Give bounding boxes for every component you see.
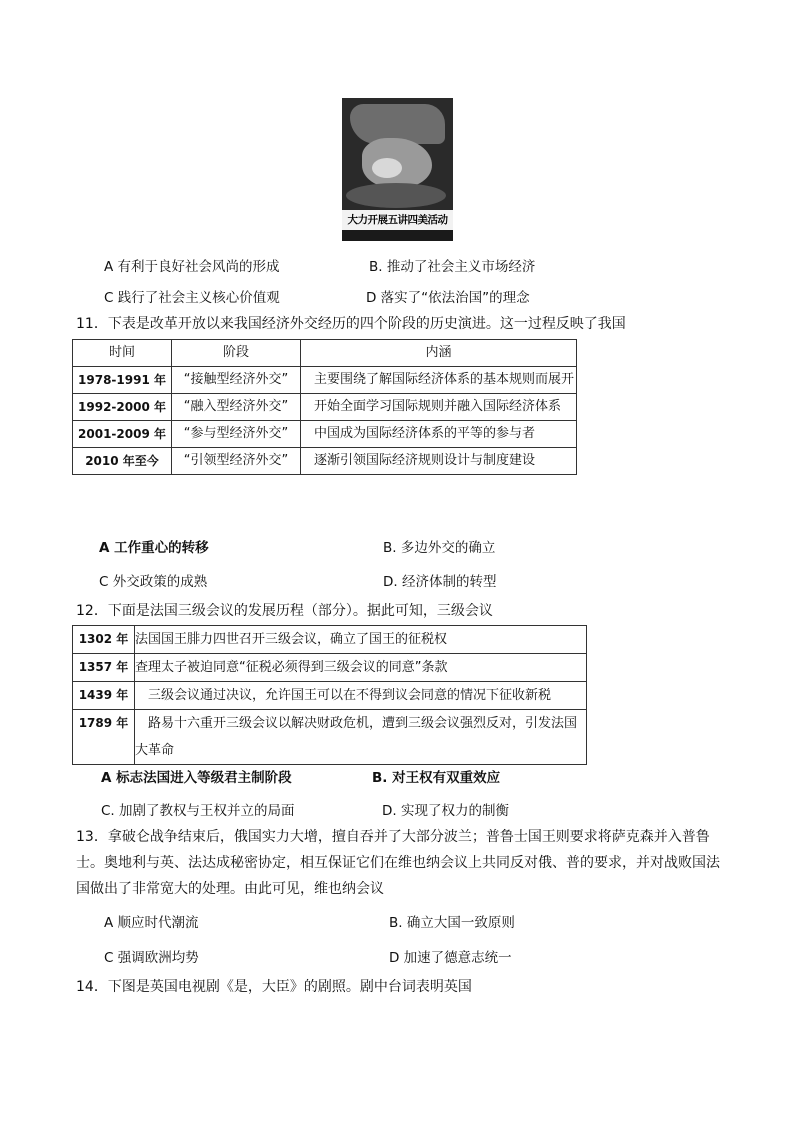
- table-row: [73, 394, 577, 421]
- row-stage: “参与型经济外交”: [172, 421, 301, 448]
- q12-option-d: D. 实现了权力的制衡: [382, 803, 509, 819]
- header-stage: 阶段: [172, 340, 301, 367]
- poster-image: [342, 98, 453, 241]
- q12-table: [72, 625, 587, 765]
- q10-option-c: C 践行了社会主义核心价值观: [104, 290, 280, 306]
- poster-shape: [346, 183, 446, 208]
- row-time: 2001-2009 年: [73, 421, 172, 448]
- row-text: 路易十六重开三级会议以解决财政危机，遭到三级会议强烈反对，引发法国大革命: [135, 710, 587, 765]
- header-time: 时间: [73, 340, 172, 367]
- row-stage: “融入型经济外交”: [172, 394, 301, 421]
- row-stage: “引领型经济外交”: [172, 448, 301, 475]
- header-content: 内涵: [301, 340, 577, 367]
- q11-option-a: A 工作重心的转移: [99, 540, 209, 556]
- table-row: [73, 682, 587, 710]
- row-time: 1978-1991 年: [73, 367, 172, 394]
- row-year: 1439 年: [73, 682, 135, 710]
- table-row: [73, 654, 587, 682]
- row-time: 1992-2000 年: [73, 394, 172, 421]
- q13-option-c: C 强调欧洲均势: [104, 950, 199, 966]
- row-content: 逐渐引领国际经济规则设计与制度建设: [301, 448, 577, 475]
- row-time: 2010 年至今: [73, 448, 172, 475]
- q11-option-c: C 外交政策的成熟: [99, 574, 208, 590]
- row-year: 1302 年: [73, 626, 135, 654]
- q13-option-b: B. 确立大国一致原则: [389, 915, 515, 931]
- q11-option-d: D. 经济体制的转型: [383, 574, 497, 590]
- row-content: 中国成为国际经济体系的平等的参与者: [301, 421, 577, 448]
- q10-option-a: A 有利于良好社会风尚的形成: [104, 259, 280, 275]
- q12-option-a: A 标志法国进入等级君主制阶段: [101, 770, 292, 786]
- row-text: 查理太子被迫同意“征税必须得到三级会议的同意”条款: [135, 654, 587, 682]
- row-text: 三级会议通过决议，允许国王可以在不得到议会同意的情况下征收新税: [135, 682, 587, 710]
- table-header-row: [73, 340, 577, 367]
- table-row: [73, 367, 577, 394]
- q10-option-b: B. 推动了社会主义市场经济: [369, 259, 536, 275]
- row-year: 1789 年: [73, 710, 135, 765]
- q11-table: [72, 339, 577, 475]
- table-row: [73, 710, 587, 765]
- row-content: 开始全面学习国际规则并融入国际经济体系: [301, 394, 577, 421]
- table-row: [73, 626, 587, 654]
- poster-caption: 大力开展五讲四美活动: [342, 210, 453, 230]
- q12-option-b: B. 对王权有双重效应: [372, 770, 501, 786]
- poster-shape: [372, 158, 402, 178]
- row-text: 法国国王腓力四世召开三级会议，确立了国王的征税权: [135, 626, 587, 654]
- table-row: [73, 448, 577, 475]
- row-content: 主要围绕了解国际经济体系的基本规则而展开: [301, 367, 577, 394]
- table-row: [73, 421, 577, 448]
- poster-subband: [342, 230, 453, 241]
- q12-option-c: C. 加剧了教权与王权并立的局面: [101, 803, 295, 819]
- q12-stem: 12．下面是法国三级会议的发展历程（部分）。据此可知，三级会议: [76, 603, 493, 619]
- q13-option-a: A 顺应时代潮流: [104, 915, 199, 931]
- row-stage: “接触型经济外交”: [172, 367, 301, 394]
- q11-option-b: B. 多边外交的确立: [383, 540, 496, 556]
- q11-stem: 11．下表是改革开放以来我国经济外交经历的四个阶段的历史演进。这一过程反映了我国: [76, 316, 626, 332]
- q13-option-d: D 加速了德意志统一: [389, 950, 512, 966]
- row-year: 1357 年: [73, 654, 135, 682]
- q10-option-d: D 落实了“依法治国”的理念: [366, 290, 530, 306]
- q14-stem: 14．下图是英国电视剧《是，大臣》的剧照。剧中台词表明英国: [76, 979, 472, 995]
- q13-stem: 13．拿破仑战争结束后，俄国实力大增，擅自吞并了大部分波兰；普鲁士国王则要求将萨克森并入普鲁士。奥地利与英、法达成秘密协定，相互保证它们在维也纳会议上共同反对俄、普的要求，并对战败国法国做出了非常宽大的处理。由此可见，维也纳会议: [76, 829, 720, 897]
